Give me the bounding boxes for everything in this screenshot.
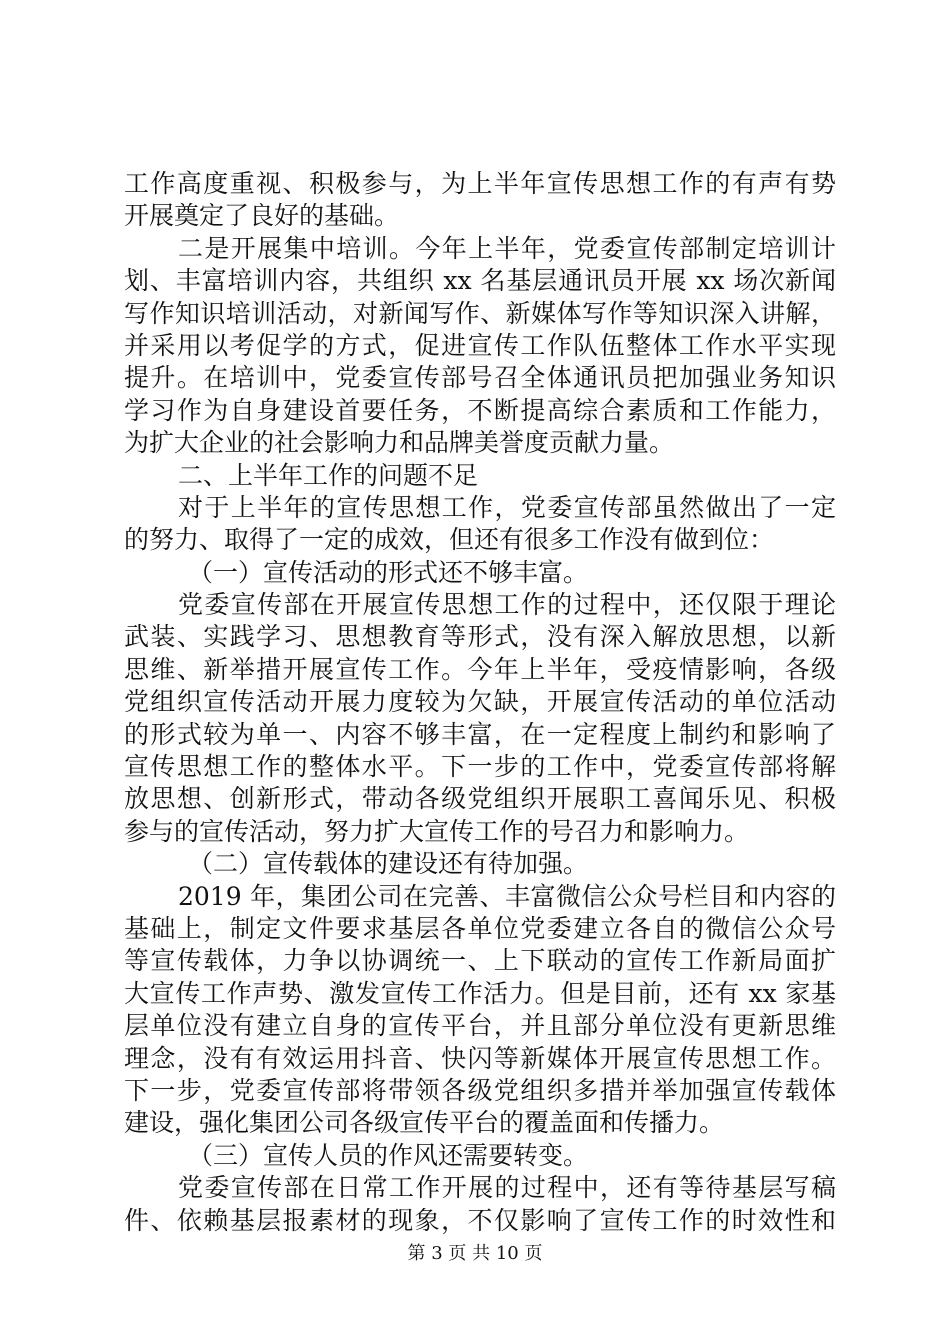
document-body [124, 168, 836, 1237]
section-heading: 二、上半年工作的问题不足 [178, 460, 479, 490]
subsection-heading: （二）宣传载体的建设还有待加强。 [188, 849, 589, 879]
text-line: 写作知识培训活动，对新闻写作、新媒体写作等知识深入讲解， [124, 298, 836, 328]
text-line: 宣传思想工作的整体水平。下一步的工作中，党委宣传部将解 [124, 752, 836, 782]
paragraph-start-line: 二是开展集中培训。今年上半年，党委宣传部制定培训计 [178, 233, 836, 263]
text-line: 的形式较为单一、内容不够丰富，在一定程度上制约和影响了 [124, 719, 836, 749]
text-line: 层单位没有建立自身的宣传平台，并且部分单位没有更新思维 [124, 1011, 836, 1041]
subsection-heading: （一）宣传活动的形式还不够丰富。 [188, 557, 589, 587]
text-line: 件、依赖基层报素材的现象，不仅影响了宣传工作的时效性和 [124, 1205, 836, 1235]
paragraph-start-line: 党委宣传部在开展宣传思想工作的过程中，还仅限于理论 [178, 590, 836, 620]
text-line: 武装、实践学习、思想教育等形式，没有深入解放思想，以新 [124, 622, 836, 652]
text-line: 党组织宣传活动开展力度较为欠缺，开展宣传活动的单位活动 [124, 687, 836, 717]
text-line: 为扩大企业的社会影响力和品牌美誉度贡献力量。 [124, 428, 675, 458]
text-line: 的努力、取得了一定的成效，但还有很多工作没有做到位： [124, 525, 775, 555]
text-line: 参与的宣传活动，努力扩大宣传工作的号召力和影响力。 [124, 816, 750, 846]
text-line: 提升。在培训中，党委宣传部号召全体通讯员把加强业务知识 [124, 363, 836, 393]
text-line: 工作高度重视、积极参与，为上半年宣传思想工作的有声有势 [124, 169, 836, 198]
text-line: 大宣传工作声势、激发宣传工作活力。但是目前，还有 xx 家基 [124, 978, 836, 1008]
text-line: 划、丰富培训内容，共组织 xx 名基层通讯员开展 xx 场次新闻 [124, 266, 836, 296]
text-line: 开展奠定了良好的基础。 [124, 201, 400, 231]
paragraph-start-line: 对于上半年的宣传思想工作，党委宣传部虽然做出了一定 [178, 492, 836, 522]
text-line: 理念，没有有效运用抖音、快闪等新媒体开展宣传思想工作。 [124, 1043, 836, 1073]
text-line: 思维、新举措开展宣传工作。今年上半年，受疫情影响，各级 [124, 654, 836, 684]
text-line: 等宣传载体，力争以协调统一、上下联动的宣传工作新局面扩 [124, 946, 836, 976]
text-line: 并采用以考促学的方式，促进宣传工作队伍整体工作水平实现 [124, 330, 836, 360]
page-number-footer: 第 3 页 共 10 页 [407, 1243, 543, 1264]
text-line: 建设，强化集团公司各级宣传平台的覆盖面和传播力。 [124, 1108, 725, 1138]
subsection-heading: （三）宣传人员的作风还需要转变。 [188, 1140, 589, 1170]
paragraph-start-line: 2019 年，集团公司在完善、丰富微信公众号栏目和内容的 [178, 881, 836, 911]
text-line: 放思想、创新形式，带动各级党组织开展职工喜闻乐见、积极 [124, 784, 836, 814]
text-line: 学习作为自身建设首要任务，不断提高综合素质和工作能力， [124, 395, 836, 425]
text-line: 下一步，党委宣传部将带领各级党组织多措并举加强宣传载体 [124, 1075, 836, 1105]
paragraph-start-line: 党委宣传部在日常工作开展的过程中，还有等待基层写稿 [178, 1173, 836, 1203]
text-line: 基础上，制定文件要求基层各单位党委建立各自的微信公众号 [124, 913, 836, 943]
